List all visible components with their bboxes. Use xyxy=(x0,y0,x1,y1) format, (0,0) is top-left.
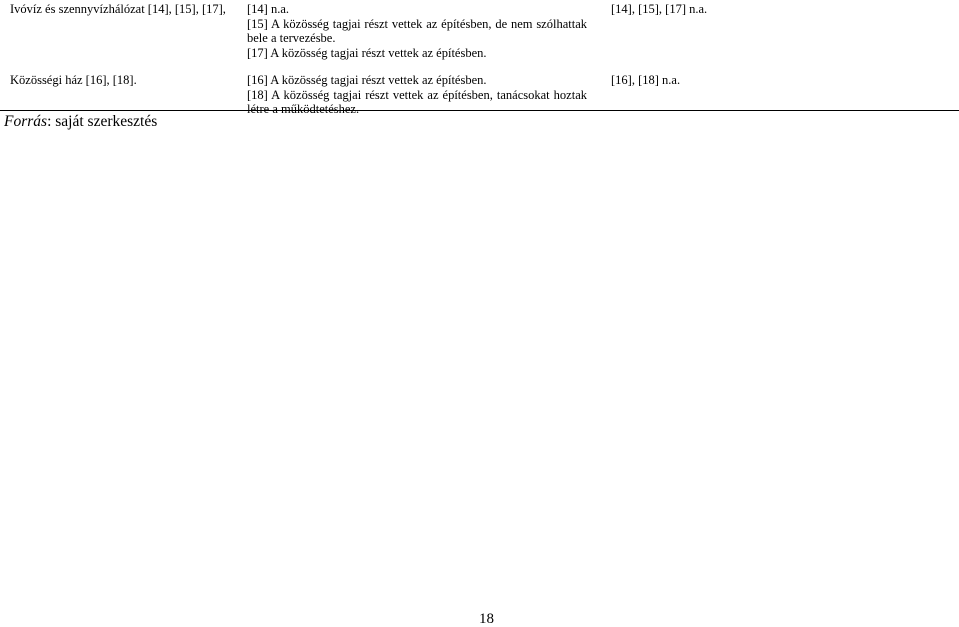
source-caption xyxy=(4,113,157,131)
table-cell-notes xyxy=(247,73,587,117)
table-cell-item: Ivóvíz és szennyvízhálózat [14], [15], [17], xyxy=(10,2,226,16)
document-table xyxy=(0,0,959,116)
table-cell-refs: [16], [18] n.a. xyxy=(611,73,681,87)
table-cell-refs: [14], [15], [17] n.a. xyxy=(611,2,708,16)
note-paragraph: [17] A közösség tagjai részt vettek az építésben. xyxy=(247,45,487,60)
table-cell-item: Közösségi ház [16], [18]. xyxy=(10,73,137,87)
note-paragraph: [15] A közösség tagjai részt vettek az építésben, de nem szólhattak bele a tervezésbe. xyxy=(247,16,587,45)
source-text: : saját szerkesztés xyxy=(47,113,158,130)
note-paragraph: [16] A közösség tagjai részt vettek az építésben. xyxy=(247,73,487,87)
note-paragraph: [14] n.a. xyxy=(247,2,289,16)
table-row xyxy=(0,72,959,116)
note-paragraph: [18] A közösség tagjai részt vettek az építésben, tanácsokat hoztak létre a működtetéshez. xyxy=(247,87,587,116)
table-row xyxy=(0,0,959,72)
table-cell-notes xyxy=(247,2,587,60)
source-label: Forrás xyxy=(4,113,48,130)
page-number: 18 xyxy=(479,611,494,627)
